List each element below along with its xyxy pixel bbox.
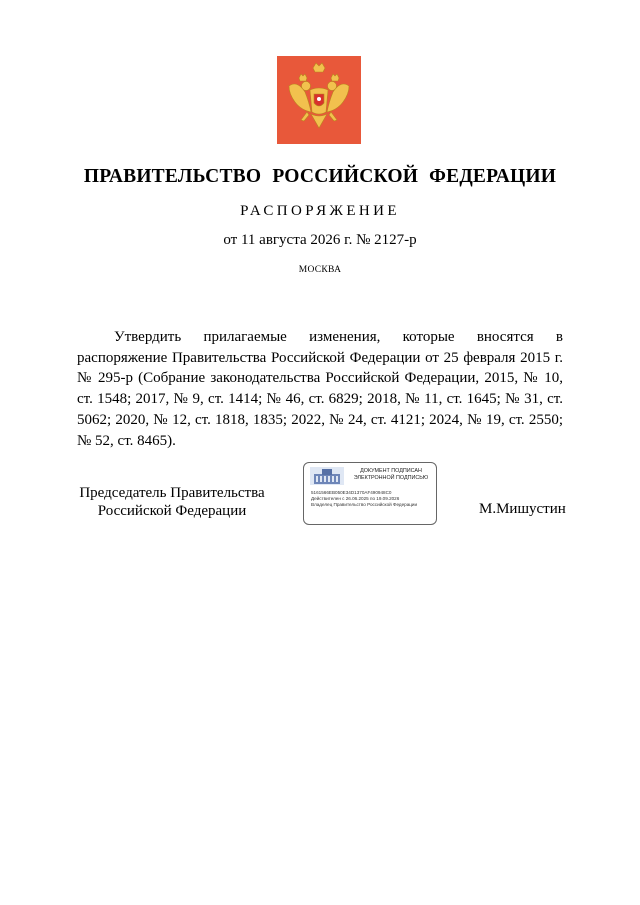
signatory-position	[77, 484, 267, 520]
signatory-position-line2: Российской Федерации	[97, 503, 247, 519]
government-building-icon	[310, 467, 344, 485]
stamp-title-line2: ЭЛЕКТРОННОЙ ПОДПИСЬЮ	[353, 475, 429, 481]
stamp-title-line1: ДОКУМЕНТ ПОДПИСАН	[360, 468, 422, 474]
stamp-title	[348, 468, 434, 482]
document-date-number: от 11 августа 2026 г. № 2127-р	[223, 232, 417, 248]
order-paragraph: Утвердить прилагаемые изменения, которые вносятся в распоряжение Правительства Российской Федерации от 25 февраля 2015 г. № 295-р (Собрание законодательства Российской Федерации, 2015, № 10, ст. 1548; 2017, № 9, ст. 1414; № 46, ст. 6829; 2018, № 11, ст. 1645; № 31, ст. 5062; 2020, № 12, ст. 1818, 1835; 2022, № 24, ст. 4121; 2024, № 19, ст. 2550; № 52, ст. 8465).	[77, 329, 563, 449]
electronic-signature-stamp	[303, 462, 437, 525]
coat-of-arms-emblem	[277, 56, 361, 144]
stamp-serial: 5161566EB050E34D1370AF490948C0	[311, 490, 392, 495]
double-headed-eagle-icon	[277, 56, 361, 144]
signatory-name: М.Мишустин	[479, 501, 566, 517]
signatory-position-line1: Председатель Правительства	[79, 485, 265, 501]
stamp-validity: Действителен с 26.06.2025 по 19.09.2026	[311, 496, 400, 502]
government-title: ПРАВИТЕЛЬСТВО РОССИЙСКОЙ ФЕДЕРАЦИИ	[83, 166, 557, 187]
stamp-details	[311, 490, 433, 509]
stamp-owner: Владелец Правительство Российской Федерации	[311, 502, 418, 508]
document-type: РАСПОРЯЖЕНИЕ	[240, 203, 400, 219]
city: МОСКВА	[298, 265, 342, 275]
